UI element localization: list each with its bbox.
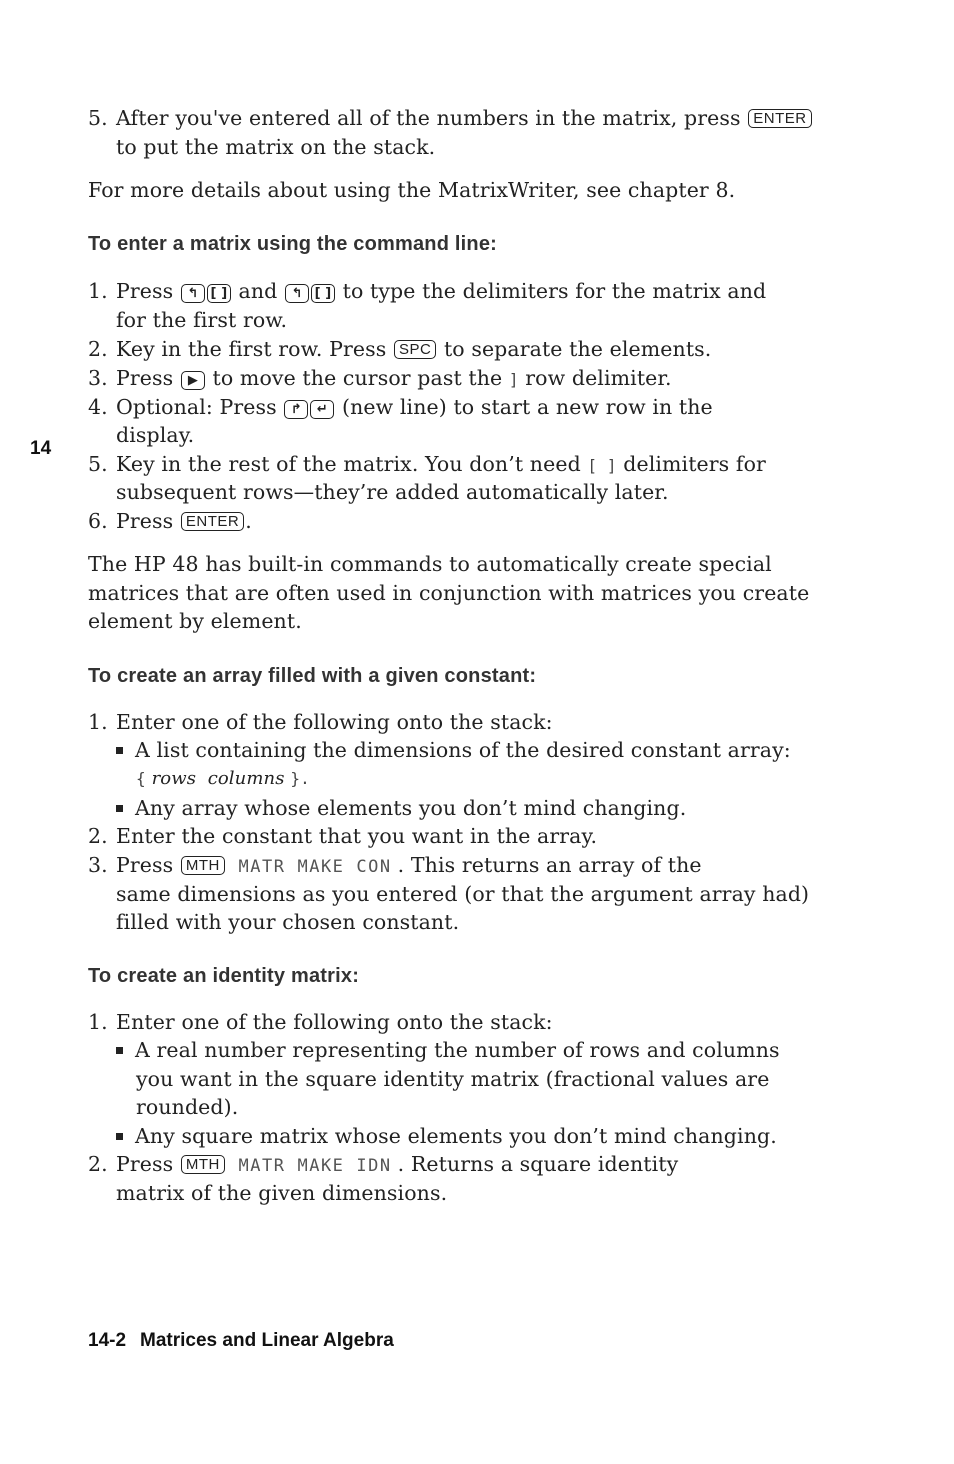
page-footer [88,1330,394,1352]
section-heading-identity-matrix: To create an identity matrix: [88,965,360,987]
cmd-step-6: 6. Press ENTER . [88,509,252,533]
enter-key: ENTER [181,512,244,531]
cmd-step-4: 4. Optional: Press ↱ ↵ (new line) to start a new row in the [88,395,713,419]
right-arrow-key-icon: ▶ [181,371,205,390]
cmd-step-3: 3. Press ▶ to move the cursor past the ] row delimiter. [88,366,672,390]
idn-step-2-cont: matrix of the given dimensions. [116,1181,448,1205]
left-shift-key-icon: ↰ [285,284,309,303]
const-bullet-1-code: { rows columns }. [136,768,310,789]
more-details-text: For more details about using the MatrixWriter, see chapter 8. [88,178,736,202]
idn-bullet-1-cont-2: rounded). [136,1095,239,1119]
bullet-icon [116,1047,123,1054]
mth-key: MTH [181,856,225,875]
const-bullet-1: A list containing the dimensions of the desired constant array: [116,736,791,764]
const-step-3-cont-1: same dimensions as you entered (or that the argument array had) [116,882,810,906]
cmd-step-4-cont: display. [116,423,195,447]
enter-key: ENTER [748,109,811,128]
const-step-3: 3. Press MTH MATR MAKE CON . This returns an array of the [88,853,702,877]
spc-key: SPC [394,340,436,359]
const-step-3-cont-2: filled with your chosen constant. [116,910,460,934]
bullet-icon [116,747,123,754]
right-shift-key-icon: ↱ [284,400,308,419]
para-line-1: The HP 48 has built-in commands to automatically create special [88,552,772,576]
idn-bullet-1: A real number representing the number of rows and columns [116,1036,780,1064]
section-heading-command-line: To enter a matrix using the command line: [88,233,498,255]
mth-key: MTH [181,1155,225,1174]
cmd-step-5-cont: subsequent rows—they’re added automatically later. [116,480,669,504]
idn-bullet-1-cont-1: you want in the square identity matrix (fractional values are [136,1067,770,1091]
const-step-2: 2. Enter the constant that you want in the array. [88,824,598,848]
bracket-key-icon: [ ] [311,284,335,303]
bullet-icon [116,805,123,812]
para-line-2: matrices that are often used in conjunction with matrices you create [88,581,810,605]
step-5: 5. After you've entered all of the numbers in the matrix, press ENTER [88,104,813,132]
bullet-icon [116,1133,123,1140]
cmd-step-1-cont: for the first row. [116,308,288,332]
left-shift-key-icon: ↰ [181,284,205,303]
const-bullet-2: Any array whose elements you don’t mind changing. [116,794,686,822]
softkey-matr: MATR [238,857,286,877]
step-5-cont: to put the matrix on the stack. [116,135,436,159]
softkey-make: MAKE [297,857,345,877]
cmd-step-2: 2. Key in the first row. Press SPC to separate the elements. [88,337,712,361]
softkey-con: CON [356,857,392,877]
idn-step-1: 1. Enter one of the following onto the stack: [88,1010,553,1034]
softkey-matr: MATR [238,1156,286,1176]
page-number: 14-2 [88,1330,127,1351]
section-heading-constant-array: To create an array filled with a given constant: [88,665,537,687]
idn-step-2: 2. Press MTH MATR MAKE IDN . Returns a square identity [88,1152,679,1176]
para-line-3: element by element. [88,609,302,633]
cmd-step-1: 1. Press ↰ [ ] and ↰ [ ] to type the delimiters for the matrix and [88,279,767,303]
chapter-title: Matrices and Linear Algebra [140,1330,394,1351]
cmd-step-5: 5. Key in the rest of the matrix. You don’t need [ ] delimiters for [88,452,766,476]
softkey-idn: IDN [356,1156,392,1176]
const-step-1: 1. Enter one of the following onto the stack: [88,710,553,734]
bracket-key-icon: [ ] [207,284,231,303]
newline-key-icon: ↵ [310,400,334,419]
chapter-tab: 14 [30,438,52,459]
idn-bullet-2: Any square matrix whose elements you don’t mind changing. [116,1122,777,1150]
softkey-make: MAKE [297,1156,345,1176]
